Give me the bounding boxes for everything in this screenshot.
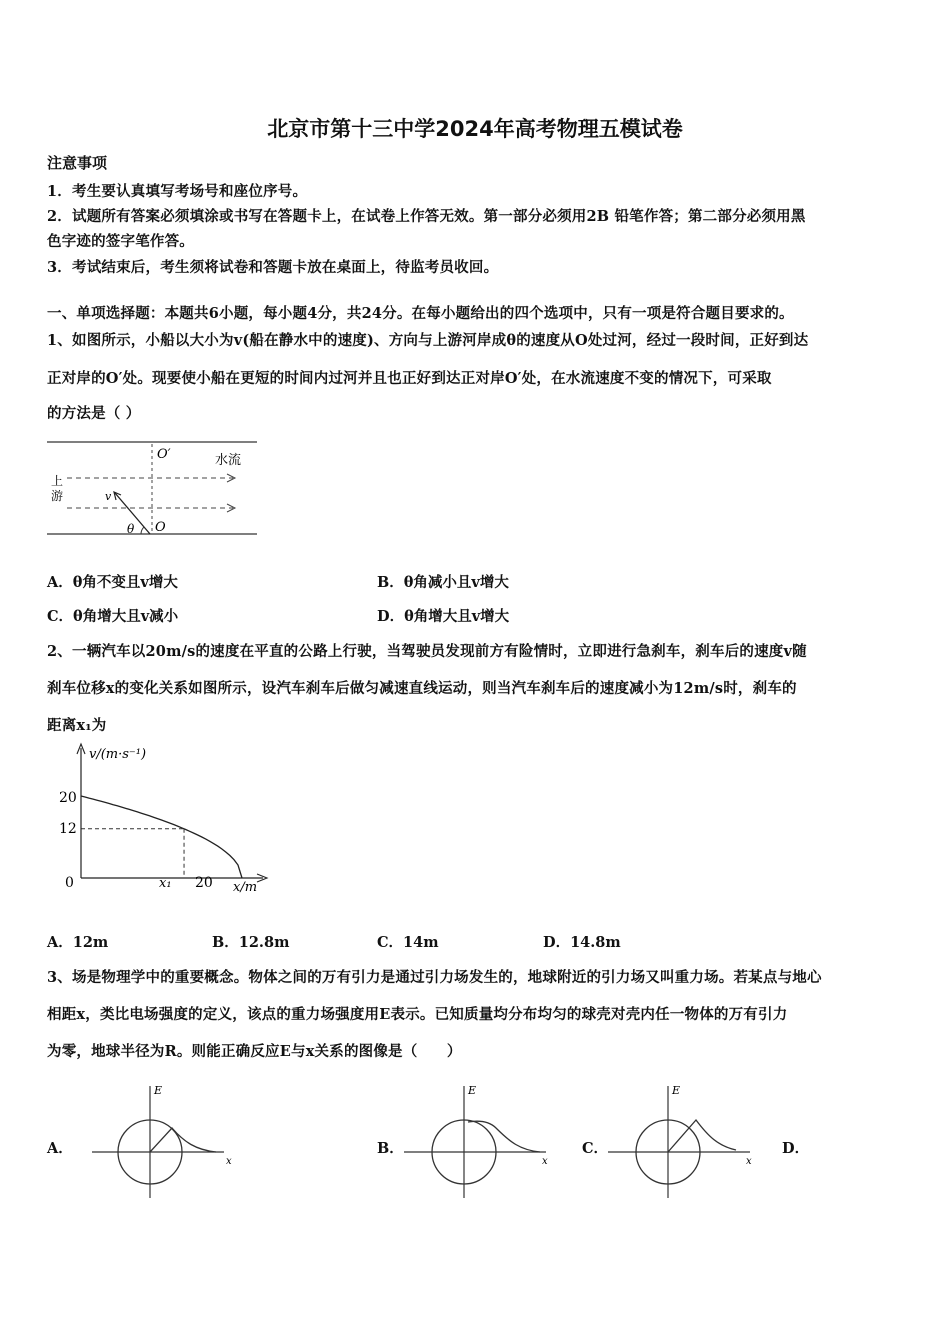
question-2-text: 刹车位移x的变化关系如图所示，设汽车刹车后做匀减速直线运动，则当汽车刹车后的速度减小为12m/s时，刹车的 [47, 680, 797, 697]
x-axis-label: x/m [233, 880, 258, 895]
question-3-text: 相距x，类比电场强度的定义，该点的重力场强度用E表示。已知质量均分布均匀的球壳对壳内任一物体的万有引力 [47, 1006, 788, 1023]
page-title: 北京市第十三中学2024年高考物理五模试卷 [267, 117, 683, 141]
x-tick-label: 0 [65, 875, 74, 891]
question-3-text: 为零，地球半径为R。则能正确反应E与x关系的图像是（ ） [47, 1043, 462, 1060]
o-label: O [155, 520, 166, 535]
option-b[interactable]: B．θ角减小且v增大 [377, 574, 509, 591]
o-prime-label: O′ [157, 447, 171, 462]
notice-item: 1．考生要认真填写考场号和座位序号。 [47, 183, 308, 200]
x-axis-label: x [226, 1156, 232, 1167]
option-c[interactable]: C． [582, 1140, 609, 1157]
velocity-label: v [105, 490, 112, 503]
velocity-chart [45, 738, 275, 900]
question-2-text: 2、一辆汽车以20m/s的速度在平直的公路上行驶，当驾驶员发现前方有险情时，立即进行急刹车，刹车后的速度v随 [47, 643, 807, 660]
question-1-text: 1、如图所示，小船以大小为v(船在静水中的速度)、方向与上游河岸成θ的速度从O处过河，经过一段时间，正好到达 [47, 332, 809, 349]
option-b[interactable]: B． [377, 1140, 404, 1157]
e-axis-label: E [672, 1084, 681, 1097]
upstream-label: 上 [51, 474, 64, 488]
option-a[interactable]: A． [47, 1140, 73, 1157]
y-tick-label: 12 [59, 821, 77, 837]
upstream-label: 游 [51, 489, 64, 503]
graph-option-c [604, 1080, 764, 1205]
section-heading: 一、单项选择题：本题共6小题，每小题4分，共24分。在每小题给出的四个选项中，只有一项是符合题目要求的。 [47, 305, 794, 322]
e-axis-label: E [154, 1084, 163, 1097]
notice-heading: 注意事项 [47, 154, 108, 172]
y-axis-label: v/(m·s⁻¹) [89, 747, 147, 762]
river-diagram [45, 436, 260, 540]
question-3-text: 3、场是物理学中的重要概念。物体之间的万有引力是通过引力场发生的，地球附近的引力场又叫重力场。若某点与地心 [47, 969, 822, 986]
notice-item: 3．考试结束后，考生须将试卷和答题卡放在桌面上，待监考员收回。 [47, 259, 499, 276]
x-axis-label: x [746, 1156, 752, 1167]
velocity-curve [81, 796, 242, 878]
question-1-text: 正对岸的O′处。现要使小船在更短的时间内过河并且也正好到达正对岸O′处，在水流速度不变的情况下，可采取 [47, 370, 772, 387]
water-flow-label: 水流 [215, 453, 242, 468]
option-c[interactable]: C．14m [377, 934, 439, 951]
notice-item: 2．试题所有答案必须填涂或书写在答题卡上，在试卷上作答无效。第一部分必须用2B 铅笔作答；第二部分必须用黑 [47, 208, 806, 225]
option-c[interactable]: C．θ角增大且v减小 [47, 608, 179, 625]
theta-label: θ [127, 522, 135, 536]
option-d[interactable]: D． [782, 1140, 810, 1157]
option-a[interactable]: A．θ角不变且v增大 [47, 574, 178, 591]
e-axis-label: E [468, 1084, 477, 1097]
option-d[interactable]: D．14.8m [543, 934, 621, 951]
question-1-text: 的方法是（ ） [47, 405, 141, 422]
notice-item: 色字迹的签字笔作答。 [47, 233, 194, 250]
x-axis-label: x [542, 1156, 548, 1167]
graph-option-a [88, 1080, 248, 1205]
y-tick-label: 20 [59, 790, 77, 806]
x-tick-label: 20 [195, 875, 213, 891]
option-a[interactable]: A．12m [47, 934, 109, 951]
option-b[interactable]: B．12.8m [212, 934, 290, 951]
option-d[interactable]: D．θ角增大且v增大 [377, 608, 510, 625]
graph-option-b [400, 1080, 560, 1205]
x-tick-label: x₁ [159, 876, 172, 891]
question-2-text: 距离x₁为 [47, 717, 107, 734]
